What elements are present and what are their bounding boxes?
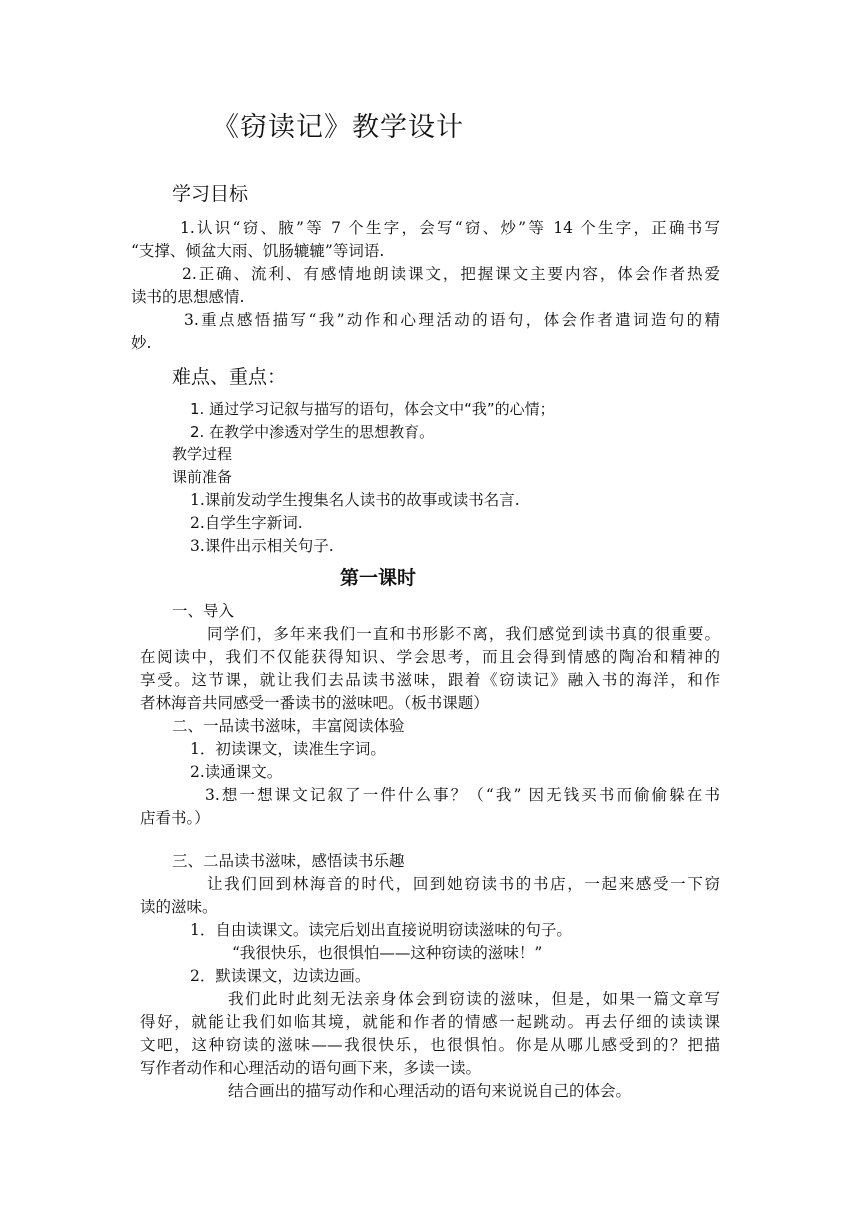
list-item: 2．默读课文，边读边画。 bbox=[190, 967, 371, 985]
paragraph-line: 同学们，多年来我们一直和书形影不离，我们感觉到读书真的很重要。 bbox=[207, 625, 720, 643]
objective-line: “支撑、倾盆大雨、饥肠辘辘”等词语. bbox=[131, 242, 385, 260]
key-point-line: 1. 通过学习记叙与描写的语句，体会文中“我”的心情； bbox=[190, 400, 555, 418]
process-heading: 教学过程 bbox=[172, 445, 233, 463]
lesson-title: 第一课时 bbox=[340, 567, 417, 589]
objective-line: 1.认识“窃、腋”等 7 个生字，会写“窃、炒”等 14 个生字，正确书写 bbox=[180, 219, 720, 237]
paragraph-line: 让我们回到林海音的时代，回到她窃读书的书店，一起来感受一下窃 bbox=[207, 875, 720, 893]
prep-item: 2.自学生字新词. bbox=[190, 514, 303, 532]
list-item: 店看书。） bbox=[140, 809, 210, 827]
paragraph-line: 读的滋味。 bbox=[140, 898, 218, 916]
paragraph-line: 结合画出的描写动作和心理活动的语句来说说自己的体会。 bbox=[228, 1082, 632, 1100]
objective-line: 妙. bbox=[131, 334, 152, 352]
paragraph-line: 在阅读中，我们不仅能获得知识、学会思考，而且会得到情感的陶冶和精神的 bbox=[140, 648, 720, 666]
paragraph-line: 文吧，这种窃读的滋味——我很快乐，也很惧怕。你是从哪儿感受到的？把描 bbox=[140, 1036, 720, 1054]
paragraph-line: 享受。这节课，就让我们去品读书滋味，跟着《窃读记》融入书的海洋，和作 bbox=[140, 671, 720, 689]
key-point-line: 2. 在教学中渗透对学生的思想教育。 bbox=[190, 423, 435, 441]
objective-line: 读书的思想感情. bbox=[131, 288, 245, 306]
list-item: 3.想一想课文记叙了一件什么事？（“我” 因无钱买书而偷偷躲在书 bbox=[205, 786, 720, 804]
section-heading: 二、一品读书滋味，丰富阅读体验 bbox=[172, 717, 405, 735]
list-item: 2.读通课文。 bbox=[190, 763, 283, 781]
prep-item: 3.课件出示相关句子. bbox=[190, 537, 334, 555]
prep-item: 1.课前发动学生搜集名人读书的故事或读书名言. bbox=[190, 491, 520, 509]
section-heading: 三、二品读书滋味，感悟读书乐趣 bbox=[172, 852, 405, 870]
objectives-heading: 学习目标 bbox=[172, 183, 249, 205]
section-heading: 一、导入 bbox=[172, 602, 235, 620]
list-item: 1．自由读课文。读完后划出直接说明窃读滋味的句子。 bbox=[190, 921, 572, 939]
paragraph-line: 得好，就能让我们如临其境，就能和作者的情感一起跳动。再去仔细的读读课 bbox=[140, 1013, 720, 1031]
paragraph-line: 写作者动作和心理活动的语句画下来，多读一读。 bbox=[140, 1059, 482, 1077]
key-points-heading: 难点、重点： bbox=[172, 366, 287, 388]
objective-line: 2.正确、流利、有感情地朗读课文，把握课文主要内容，体会作者热爱 bbox=[182, 265, 720, 283]
objective-line: 3.重点感悟描写“我”动作和心理活动的语句，体会作者遣词造句的精 bbox=[184, 311, 720, 329]
quote-line: “我很快乐，也很惧怕——这种窃读的滋味！” bbox=[232, 944, 543, 962]
list-item: 1．初读课文，读准生字词。 bbox=[190, 740, 386, 758]
paragraph-line: 我们此时此刻无法亲身体会到窃读的滋味，但是，如果一篇文章写 bbox=[228, 990, 720, 1008]
prep-heading: 课前准备 bbox=[172, 468, 233, 486]
paragraph-line: 者林海音共同感受一番读书的滋味吧。（板书课题） bbox=[140, 694, 489, 712]
document-title: 《窃读记》教学设计 bbox=[212, 112, 464, 143]
